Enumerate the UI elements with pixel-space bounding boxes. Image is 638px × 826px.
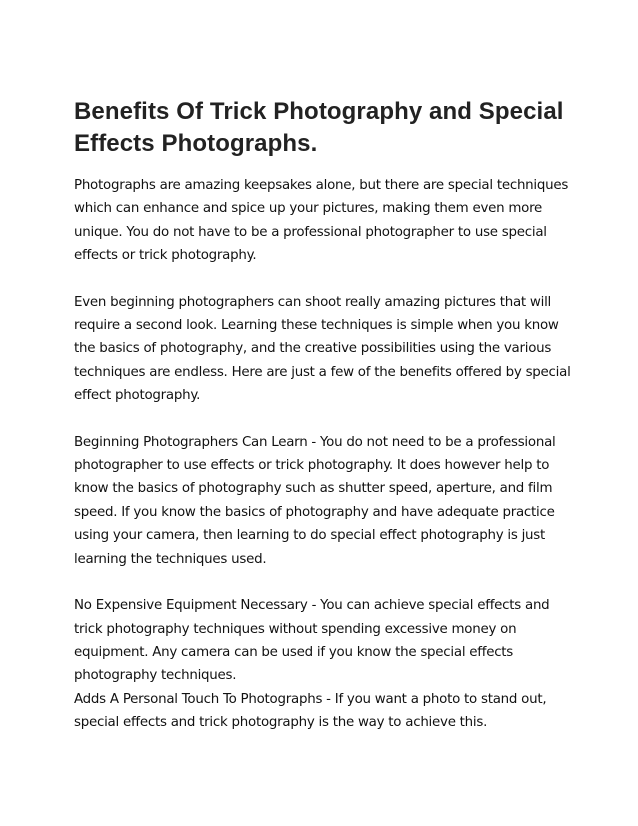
paragraph-spacer — [74, 268, 574, 291]
paragraph-personal-touch: Adds A Personal Touch To Photographs - If you want a photo to stand out, special effects and trick photography is the way to achieve this. — [74, 691, 547, 731]
document-title: Benefits Of Trick Photography and Special Effects Photographs. — [74, 98, 564, 157]
paragraph-spacer — [74, 408, 574, 431]
paragraph-beginners: Even beginning photographers can shoot really amazing pictures that will require a second look. Learning these techniques is simple when you know the basics of photography, and the creative possibilities using the various techniques are endless. Here are just a few of the benefits offered by special effect photography. — [74, 294, 571, 404]
paragraph-intro: Photographs are amazing keepsakes alone, but there are special techniques which can enhance and spice up your pictures, making them even more unique. You do not have to be a professional photographer to use special effects or trick photography. — [74, 178, 569, 264]
paragraph-spacer — [74, 571, 574, 594]
document-body — [74, 96, 574, 735]
paragraph-beginning-photographers: Beginning Photographers Can Learn - You do not need to be a professional photographer to use effects or trick photography. It does however help to know the basics of photography such as shutter speed, aperture, and film speed. If you know the basics of photography and have adequate practice using your camera, then learning to do special effect photography is just learning the techniques used. — [74, 434, 556, 567]
paragraph-no-expensive-equipment: No Expensive Equipment Necessary - You can achieve special effects and trick photography techniques without spending excessive money on equipment. Any camera can be used if you know the special effects photography techniques. — [74, 598, 550, 684]
